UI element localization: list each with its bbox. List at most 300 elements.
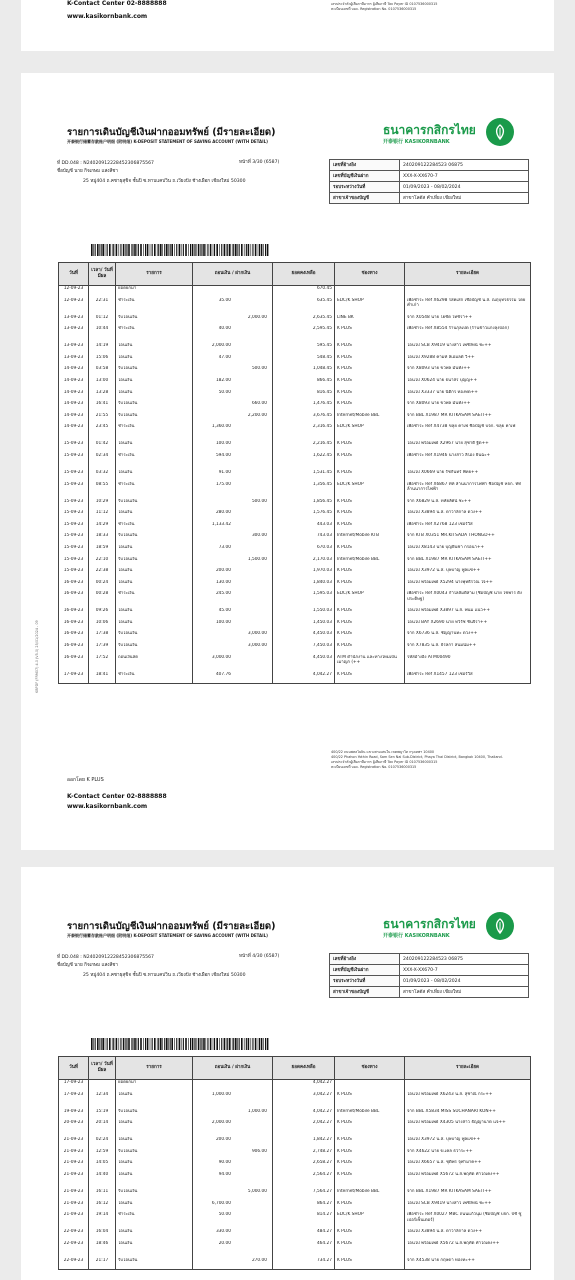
row-details: โอนไป พร้อมเพย์ X5672 น.ส.พฤทัต คำไถเคง++ [405,1172,531,1189]
barcode-bar [194,1038,195,1050]
barcode-bar [162,1038,163,1050]
reference-no: ที่ DD.048 : N24020912228452306875567 [57,161,154,166]
row-time: 10:29 [89,499,116,511]
row-time: 23:45 [89,424,116,441]
row-time: 18:59 [89,545,116,557]
table-row [59,672,531,684]
row-time: 16:41 [89,401,116,413]
table-row [59,1092,531,1109]
barcode-bar [210,1038,212,1050]
row-balance: 1,840.03 [273,580,335,592]
row-details: โอนไป X0669 นาย รัชกันทร์ พิทย++ [405,470,531,482]
row-balance: 2,595.45 [273,326,335,343]
barcode-bar [235,244,237,256]
table-row [59,591,531,608]
row-desc: โอนเงิน [116,1137,193,1149]
table-row [59,522,531,534]
row-channel: K PLUS [335,441,405,453]
barcode-bar [233,1038,234,1050]
barcode-bar [102,244,104,256]
reference-no: ที่ DD.048 : N24020912228452306875567 [57,955,154,960]
deposit-amount: 1,000.00 [247,1108,267,1114]
info-value: 240209122284523 06875 [400,954,529,965]
bank-name-en: 开泰银行 KASIKORNBANK [383,933,450,939]
statement-page-4 [21,867,554,1280]
withdraw-amount: 100.00 [215,441,231,447]
row-channel: EDC/K SHOP [335,1212,405,1229]
row-date: 21-09-23 [59,1137,89,1149]
barcode-bar [157,1038,158,1050]
table-row [59,568,531,580]
transaction-table [58,1056,531,1270]
row-channel: Internet/Mobile BBL [335,1189,405,1201]
barcode-bar [126,244,127,256]
barcode-bar [198,244,200,256]
barcode-bar [150,1038,151,1050]
table-row [59,1201,531,1213]
barcode-bar [188,244,189,256]
row-amount [193,441,273,453]
barcode-bar [235,1038,237,1050]
row-desc: โอนเงิน [116,470,193,482]
withdraw-amount: 182.00 [215,377,231,383]
info-value: 01/09/2023 - 08/02/2024 [400,976,529,987]
row-balance: 2,316.45 [273,424,335,441]
barcode-bar [93,244,94,256]
barcode-bar [123,244,125,256]
row-amount [193,413,273,425]
col-time: เวลา/ วันที่มีผล [89,263,116,286]
barcode-bar [116,244,118,256]
row-details: โอนไป พร้อมเพย์ X5672 น.ส.พฤทัต คำไถเคง++ [405,1241,531,1258]
barcode-bar [174,1038,175,1050]
barcode-bar [237,1038,238,1050]
row-details: เพื่อชำระ Ref X4738 ขลุย คาเฟ่ ชื่อบัญชี บจก. ขลุย คาเฟ่ [405,424,531,441]
barcode-bar [241,244,243,256]
barcode-bar [200,244,201,256]
row-details: โอนไป X3972 น.ส. บุษบาญ พูลแซ++ [405,1137,531,1149]
bank-name-th: ธนาคารกสิกรไทย [383,917,476,931]
row-desc: โอนเงิน [116,545,193,557]
account-info-table [329,953,529,998]
table-row [59,499,531,511]
withdraw-amount: 245.00 [215,591,231,597]
row-channel: ATM ตำนักงาน และทางใหม่เป้น เมาญก (++ [335,655,405,672]
row-details: เพื่อชำระ Ref X6298 รสคเส็ก เชื่อบัญชี น.ส. ณฤบุทรธรรม โดยคำเก่า [405,298,531,315]
row-details: โอนไป X0624 นาย ธนาสร บุญญ++ [405,378,531,390]
barcode-bar [263,1038,264,1050]
row-amount [193,631,273,643]
barcode-bar [214,1038,215,1050]
barcode-bar [221,1038,222,1050]
row-details: โอนไป X3972 น.ส. บุษบาญ พูลแซ++ [405,568,531,580]
barcode-bar [267,244,269,256]
row-balance: 816.45 [273,390,335,402]
barcode-bar [267,1038,269,1050]
row-date: 17-09-23 [59,1080,89,1092]
row-details [405,1080,531,1092]
withdraw-amount: 1,133.42 [211,521,231,527]
row-date: 21-09-23 [59,1149,89,1161]
table-row [59,343,531,355]
row-channel: K PLUS [335,470,405,482]
row-balance: 1,476.45 [273,401,335,413]
row-balance: 1,550.03 [273,608,335,620]
row-channel: LINE BK [335,315,405,327]
table-row [59,1120,531,1137]
row-date: 14-09-23 [59,413,89,425]
row-details: เพื่อชำระ Ref X8554 ร้านกุลเป็ด (ร้านข้าวแกงลุงบ้อก) [405,326,531,343]
barcode-bar [210,244,212,256]
row-amount [193,315,273,327]
barcode-bar [120,244,121,256]
table-row [59,1189,531,1201]
row-desc: โอนเงิน [116,1092,193,1109]
table-row [59,413,531,425]
row-time: 03:32 [89,470,116,482]
row-channel: Internet/Mobile KTB [335,533,405,545]
row-channel: K PLUS [335,510,405,522]
barcode-bar [164,244,165,256]
barcode-bar [91,1038,93,1050]
barcode-bar [181,1038,182,1050]
row-channel: K PLUS [335,620,405,632]
row-date: 16-09-23 [59,620,89,632]
row-desc: โอนเงิน [116,580,193,592]
deposit-amount: 500.00 [251,498,267,504]
row-desc: รับโอนเงิน [116,1109,193,1121]
barcode [91,1038,269,1050]
barcode-bar [132,244,133,256]
row-amount [193,1149,273,1161]
table-row [59,580,531,592]
barcode-bar [183,244,184,256]
row-amount [193,366,273,378]
row-channel: K PLUS [335,631,405,643]
barcode-bar [224,244,226,256]
withdraw-amount: 100.00 [215,619,231,625]
barcode-bar [131,244,132,256]
row-details: โอนไป BAY X2690 นาย ทวีรัช ชินจิรา++ [405,620,531,632]
row-desc: โอนเงิน [116,441,193,453]
row-channel: K PLUS [335,1258,405,1270]
row-details: เพื่อชำระ Ref X1946 นางสาว ลิไอง ยินฉะ+ [405,453,531,470]
barcode-bar [105,1038,106,1050]
row-balance: 595.45 [273,343,335,355]
barcode-bar [244,244,245,256]
barcode-bar [107,1038,108,1050]
row-date: 16-09-23 [59,631,89,643]
row-date: 13-09-23 [59,355,89,367]
barcode-bar [203,1038,205,1050]
barcode-bar [239,244,240,256]
row-balance: 670.03 [273,545,335,557]
table-row [59,424,531,441]
table-row [59,631,531,643]
row-desc: โอนเงิน [116,1229,193,1241]
barcode-bar [221,244,222,256]
row-time: 14:19 [89,343,116,355]
table-row [59,1258,531,1270]
row-time: 12:59 [89,1149,116,1161]
row-channel [335,286,405,298]
row-amount [193,424,273,441]
bank-address-th: 400/22 ถนนพหลโยธิน แขวงสามเสนใน เขตพญาไท กรุงเทพฯ 10400 [331,750,435,754]
row-date: 17-09-23 [59,672,89,684]
issued-by [67,777,104,784]
row-time: 13:00 [89,378,116,390]
row-time: 21:17 [89,1258,116,1270]
barcode-bar [195,1038,196,1050]
withdraw-amount: 91.00 [218,469,231,475]
barcode-bar [216,1038,218,1050]
barcode-bar [198,1038,200,1050]
footer-contact-block [67,793,167,810]
row-time: 18:33 [89,533,116,545]
transaction-table [58,262,531,684]
row-date: 13-09-23 [59,343,89,355]
row-balance: 814.27 [273,1212,335,1229]
withdraw-amount: 45.00 [218,608,231,614]
row-desc: ชำระเงิน [116,453,193,470]
barcode-bar [179,1038,181,1050]
row-balance: 4,042.27 [273,672,335,684]
row-date: 21-09-23 [59,1201,89,1213]
row-time: 16:12 [89,1201,116,1213]
row-details: โอนไป X6657 น.ส. ชุติพร จุฬามาค++ [405,1160,531,1172]
info-label: เลขที่บัญชีเงินฝาก [330,965,400,976]
barcode-bar [201,1038,202,1050]
row-time: 01:12 [89,315,116,327]
col-channel: ช่องทาง [335,1057,405,1080]
barcode-bar [97,1038,99,1050]
table-row [59,326,531,343]
statement-title: รายการเดินบัญชีเงินฝากออมทรัพย์ (มีรายละเอียด) [67,921,276,932]
row-time: 13:28 [89,390,116,402]
row-amount [193,499,273,511]
row-amount [193,1160,273,1172]
row-details: โอนไป SCB X9419 นางสาว เพชิงัทน์ ชะ++ [405,1201,531,1213]
row-balance: 1,842.27 [273,1137,335,1149]
row-desc: รับโอนเงิน [116,401,193,413]
barcode-bar [226,1038,227,1050]
row-channel: K PLUS [335,401,405,413]
row-amount [193,545,273,557]
row-amount [193,286,273,298]
row-desc: โอนเงิน [116,378,193,390]
table-row [59,1212,531,1229]
barcode-bar [128,1038,130,1050]
row-details [405,286,531,298]
barcode-bar [113,1038,114,1050]
row-amount [193,390,273,402]
barcode-bar [216,244,218,256]
barcode-bar [259,244,260,256]
barcode-bar [91,244,93,256]
barcode-bar [192,1038,194,1050]
row-date: 15-09-23 [59,453,89,470]
row-balance: 866.45 [273,378,335,390]
withdraw-amount: 3,000.00 [211,654,231,660]
row-channel: K PLUS [335,366,405,378]
table-row [59,655,531,672]
barcode-bar [207,244,208,256]
row-balance: 1,048.45 [273,366,335,378]
row-date: 21-09-23 [59,1172,89,1189]
row-details: เพื่อชำระ Ref X6867 ทีที ล้านนาการไฟฟ้า ชื่อบัญชี หจก. ทีที ล้านนาการไฟฟ้า [405,482,531,499]
withdraw-amount: 594.00 [215,452,231,458]
row-date: 22-09-23 [59,1241,89,1258]
row-amount [193,1109,273,1121]
barcode-bar [102,1038,104,1050]
row-amount [193,655,273,672]
statement-page-top [21,0,554,51]
barcode-bar [259,1038,260,1050]
table-row [59,366,531,378]
row-details: โอนไป พร้อมเพย์ X6243 น.ส. สุชาณี กระ++ [405,1092,531,1109]
withdraw-amount: 73.00 [218,544,231,550]
barcode-bar [125,244,126,256]
row-balance: 1,450.03 [273,620,335,632]
row-details: จาก X4538 นาย กฤษดา ทองทะ++ [405,1258,531,1270]
barcode-bar [219,1038,220,1050]
barcode-bar [162,244,163,256]
withdraw-amount: 175.00 [215,481,231,487]
statement-title: รายการเดินบัญชีเงินฝากออมทรัพย์ (มีรายละเอียด) [67,127,276,138]
barcode-bar [246,1038,247,1050]
row-date: 16-09-23 [59,608,89,620]
account-address: 25 หมู่404 ถ.คชาธุสุขิจ ชั้นปิ ซ.ทาบแคปวิน ถ.เวียงปัง ช้างเผือก เชียงใหม่ 50300 [83,179,246,184]
barcode-bar [112,1038,113,1050]
tax-payer-id: เลขประจำตัวผู้เสียภาษีอากร ผู้เสียภาษี Tax Payer ID 0107536000315 [331,2,438,6]
row-details: รหัสอ้างอิง ATM00490 [405,655,531,672]
barcode-bar [152,1038,153,1050]
barcode-bar [213,1038,214,1050]
row-channel: Internet/Mobile BBL [335,413,405,425]
row-balance: 743.03 [273,533,335,545]
form-code: KBPDF (FRM07) 4.0 (V5.0) 25/01/2024 - 09 [35,620,39,693]
row-date: 14-09-23 [59,424,89,441]
row-time: 22:10 [89,557,116,569]
barcode-bar [239,1038,240,1050]
row-channel: EDC/K SHOP [335,591,405,608]
barcode-bar [145,244,146,256]
barcode-bar [168,244,169,256]
info-label: สาขาเจ้าของบัญชี [330,193,400,204]
col-amount: ถอนเงิน / ฝากเงิน [193,263,273,286]
row-date: 15-09-23 [59,557,89,569]
barcode-bar [143,244,144,256]
barcode-bar [95,244,96,256]
row-amount [193,1137,273,1149]
row-desc: โอนเงิน [116,390,193,402]
row-time: 14:40 [89,1172,116,1189]
barcode-bar [200,1038,201,1050]
row-channel: K PLUS [335,1160,405,1172]
row-time: 14:29 [89,522,116,534]
row-details: จาก BBL X1987 MR KITKASAM SAETI++ [405,413,531,425]
row-amount [193,557,273,569]
col-amount: ถอนเงิน / ฝากเงิน [193,1057,273,1080]
info-value: XXX-X-XX670-7 [400,171,529,182]
issued-by-text: ออกโดย K PLUS [67,777,104,783]
table-row [59,482,531,499]
row-desc: รับโอนเงิน [116,413,193,425]
row-details: เพื่อชำระ Ref X0043 กำไลส้มติสาม (ชื่อบัญชี นาย ไชพาร ตั้งประดิษฐ) [405,591,531,608]
table-row [59,401,531,413]
row-date: 15-09-23 [59,510,89,522]
row-balance: 864.27 [273,1201,335,1213]
row-balance: 2,748.27 [273,1149,335,1161]
barcode-bar [107,244,108,256]
table-row [59,378,531,390]
row-details: โอนไป X3894 น.ส. ดาวาลีกาล ดวง++ [405,1229,531,1241]
barcode-bar [126,1038,127,1050]
barcode-bar [188,1038,189,1050]
barcode-bar [233,244,234,256]
barcode-bar [252,244,253,256]
row-amount [193,482,273,499]
row-time: 17:52 [89,655,116,672]
row-details: โอนไป พร้อมเพย์ X5294 นางพุทธิรวณ ใจ++ [405,580,531,592]
deposit-amount: 2,200.00 [247,412,267,418]
table-row [59,1229,531,1241]
barcode-bar [157,244,158,256]
withdraw-amount: 200.00 [215,1137,231,1143]
row-channel: EDC/K SHOP [335,482,405,499]
row-channel: K PLUS [335,1120,405,1137]
row-desc: ชำระเงิน [116,424,193,441]
row-balance: 1,576.45 [273,510,335,522]
row-balance: 3,676.45 [273,413,335,425]
kbank-logo-icon [486,912,514,940]
row-amount [193,522,273,534]
row-date: 15-09-23 [59,482,89,499]
row-time: 01:42 [89,441,116,453]
barcode-bar [229,244,231,256]
row-balance: 1,356.45 [273,482,335,499]
row-balance: 1,531.45 [273,470,335,482]
row-date: 15-09-23 [59,499,89,511]
barcode-bar [203,244,205,256]
account-address: 25 หมู่404 ถ.คชาธุสุขิจ ชั้นปิ ซ.ทาบแคปวิน ถ.เวียงปัง ช้างเผือก เชียงใหม่ 50300 [83,973,246,978]
withdraw-amount: 50.00 [218,389,231,395]
registration-no: ทะเบียนเลขที่ บมจ. Registration No. 0107536000315 [331,765,417,769]
row-channel: K PLUS [335,326,405,343]
row-date: 13-09-23 [59,326,89,343]
account-info-table [329,159,529,204]
row-desc: ถอนเงินสด [116,655,193,672]
contact-center: K-Contact Center 02-8888888 [67,0,167,7]
row-channel: K PLUS [335,1241,405,1258]
row-channel: EDC/K SHOP [335,424,405,441]
col-channel: ช่องทาง [335,263,405,286]
barcode-bar [207,1038,208,1050]
row-desc: ชำระเงิน [116,1212,193,1229]
barcode-bar [97,244,99,256]
registration-no: ทะเบียนเลขที่ บมจ. Registration No. 0107536000315 [331,7,417,11]
barcode-bar [134,1038,136,1050]
row-desc: โอนเงิน [116,1241,193,1258]
table-row [59,533,531,545]
deposit-amount: 2,000.00 [247,314,267,320]
row-desc: ชำระเงิน [116,298,193,315]
row-details: จาก X8093 นาย ขวพล มั่นทั้ง++ [405,366,531,378]
barcode-bar [154,1038,156,1050]
row-desc: โอนเงิน [116,355,193,367]
row-channel: K PLUS [335,1201,405,1213]
row-amount [193,568,273,580]
